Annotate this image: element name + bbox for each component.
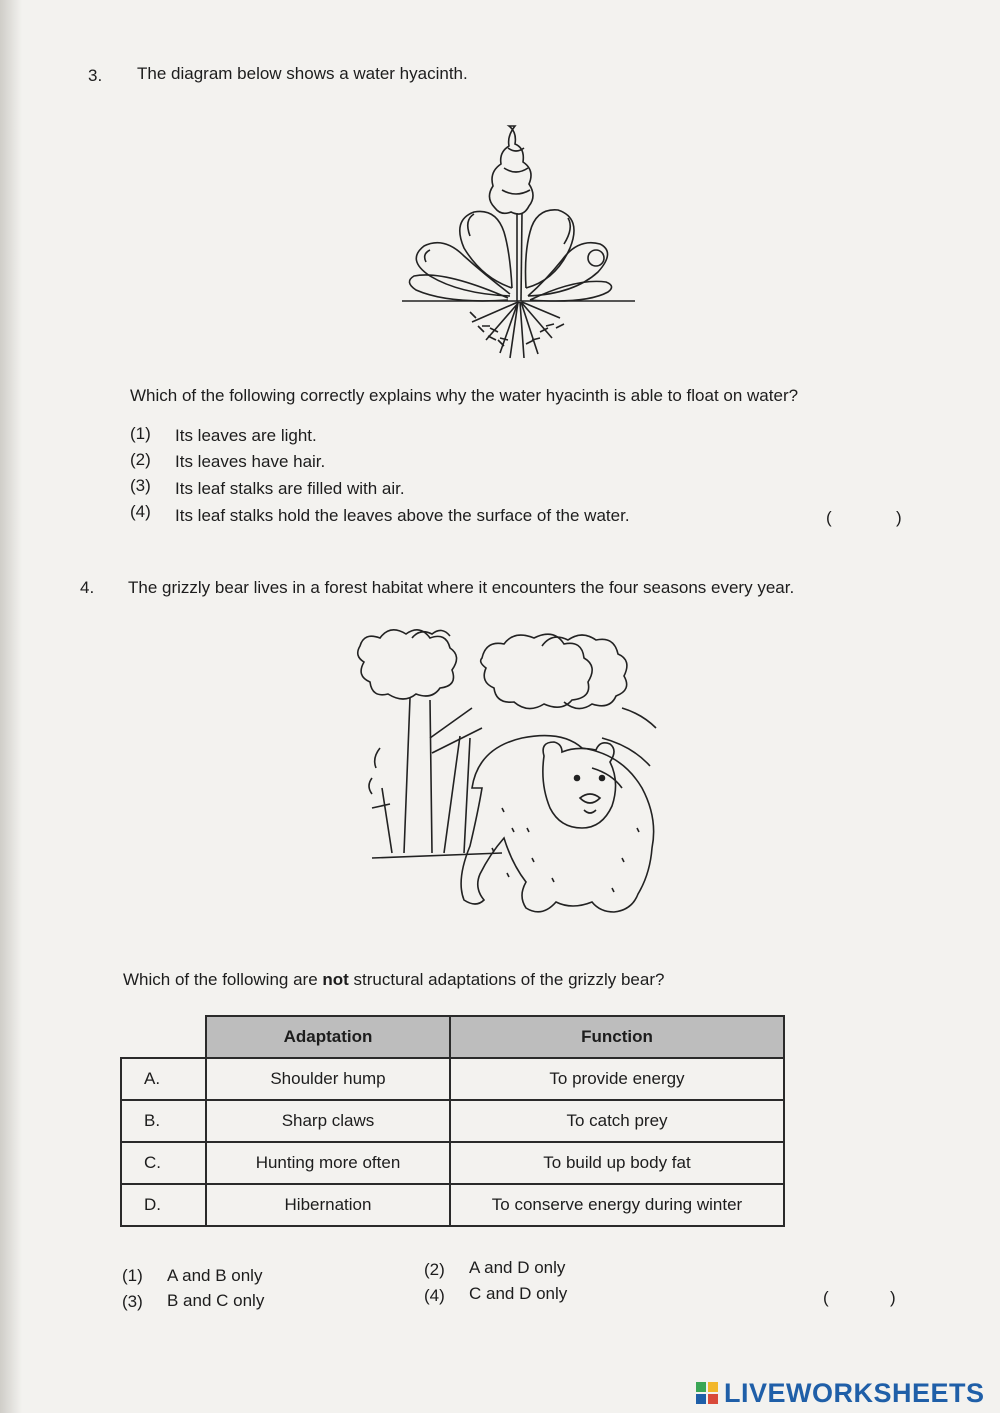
q3-option-2-number: (2) — [130, 450, 151, 469]
row-adaptation: Shoulder hump — [206, 1058, 450, 1100]
row-adaptation: Sharp claws — [206, 1100, 450, 1142]
q3-option-4-number: (4) — [130, 502, 151, 521]
q3-option-4-text: Its leaf stalks hold the leaves above the surface of the water. — [175, 506, 630, 525]
row-function: To build up body fat — [450, 1142, 784, 1184]
table-header-row — [121, 1016, 784, 1058]
q4-option-2-text: A and D only — [469, 1258, 566, 1277]
row-adaptation: Hibernation — [206, 1184, 450, 1226]
row-function: To conserve energy during winter — [450, 1184, 784, 1226]
q4-option-1-text: A and B only — [167, 1266, 263, 1285]
liveworksheets-brand[interactable]: LIVEWORKSHEETS — [724, 1378, 985, 1408]
q3-prompt: The diagram below shows a water hyacinth. — [137, 64, 468, 83]
q4-option-4-text: C and D only — [469, 1284, 568, 1303]
table-row — [121, 1142, 784, 1184]
q4-answer-open-bracket: ( — [823, 1288, 829, 1307]
q3-option-1-number: (1) — [130, 424, 151, 443]
row-letter: C. — [121, 1142, 206, 1184]
q4-option-3-number: (3) — [122, 1292, 143, 1311]
q4-option-2-number: (2) — [424, 1260, 445, 1279]
q3-option-3-number: (3) — [130, 476, 151, 495]
q3-answer-open-bracket: ( — [826, 508, 832, 527]
q4-question-emphasis: not — [322, 970, 349, 989]
row-letter: A. — [121, 1058, 206, 1100]
q3-question: Which of the following correctly explains why the water hyacinth is able to float on water? — [130, 386, 799, 405]
q4-question: Which of the following are not structural adaptations of the grizzly bear? — [123, 970, 665, 989]
q4-option-4-number: (4) — [424, 1286, 445, 1305]
header-adaptation: Adaptation — [206, 1016, 450, 1058]
adaptation-table — [120, 1015, 785, 1227]
row-letter: D. — [121, 1184, 206, 1226]
water-hyacinth-diagram — [400, 118, 640, 363]
q4-answer-close-bracket: ) — [890, 1288, 896, 1307]
table-row — [121, 1184, 784, 1226]
row-adaptation: Hunting more often — [206, 1142, 450, 1184]
table-row — [121, 1100, 784, 1142]
table-corner-cell — [121, 1016, 206, 1058]
q4-number: 4. — [80, 578, 95, 597]
q4-prompt: The grizzly bear lives in a forest habitat where it encounters the four seasons every year. — [128, 578, 795, 597]
liveworksheets-logo-icon — [696, 1382, 720, 1406]
q4-option-1-number: (1) — [122, 1266, 143, 1285]
page-edge-shadow — [0, 0, 22, 1413]
q3-option-1-text: Its leaves are light. — [175, 426, 317, 445]
header-function: Function — [450, 1016, 784, 1058]
q3-number: 3. — [88, 66, 103, 85]
q3-answer-close-bracket: ) — [896, 508, 902, 527]
table-row — [121, 1058, 784, 1100]
row-letter: B. — [121, 1100, 206, 1142]
q4-option-3-text: B and C only — [167, 1291, 265, 1310]
row-function: To provide energy — [450, 1058, 784, 1100]
q3-option-3-text: Its leaf stalks are filled with air. — [175, 479, 405, 498]
q3-option-2-text: Its leaves have hair. — [175, 452, 326, 471]
row-function: To catch prey — [450, 1100, 784, 1142]
grizzly-bear-forest-illustration — [352, 628, 672, 933]
